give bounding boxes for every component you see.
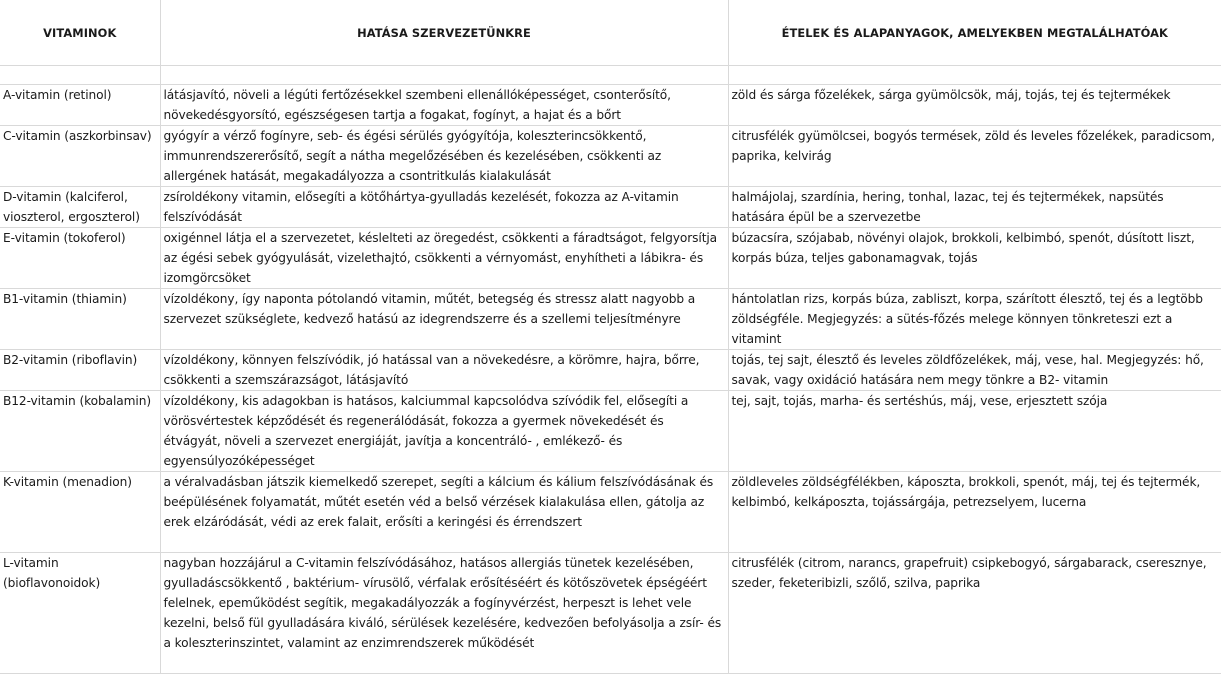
table-row [0,350,1221,391]
vitamin-effect-cell: vízoldékony, könnyen felszívódik, jó hatással van a növekedésre, a körömre, hajra, bőrre, csökkenti a szemszárazságot, látásjavító [160,350,728,391]
vitamin-effect-cell: gyógyír a vérző fogínyre, seb- és égési sérülés gyógyítója, koleszterincsökkentő, immunrendszererősítő, segít a nátha megelőzésében és kezelésében, csökkenti az allergének hatását, megakadályozza a csontritkulás kialakulását [160,126,728,187]
vitamin-name-cell: B12-vitamin (kobalamin) [0,391,160,472]
vitamin-foods-cell: tej, sajt, tojás, marha- és sertéshús, máj, vese, erjesztett szója [728,391,1221,472]
vitamin-effect-cell: vízoldékony, kis adagokban is hatásos, kalciummal kapcsolódva szívódik fel, elősegíti a vörösvértestek képződését és regenerálódását, fokozza a gyermek növekedését és étvágyát, növeli a szervezet energiáját, javítja a koncentráló- , emlékező- és egyensúlyozóképességet [160,391,728,472]
table-row [0,85,1221,126]
vitamin-foods-cell: hántolatlan rizs, korpás búza, zabliszt, korpa, szárított élesztő, tej és a legtöbb zöldségféle. Megjegyzés: a sütés-főzés melege könnyen tönkreteszi ezt a vitamint [728,289,1221,350]
vitamin-foods-cell: búzacsíra, szójabab, növényi olajok, brokkoli, kelbimbó, spenót, dúsított liszt, korpás búza, teljes gabonamagvak, tojás [728,228,1221,289]
table-row [0,187,1221,228]
vitamin-name-cell: A-vitamin (retinol) [0,85,160,126]
table-row [0,289,1221,350]
spacer-cell [728,66,1221,85]
table-row [0,126,1221,187]
vitamin-foods-cell: citrusfélék gyümölcsei, bogyós termések, zöld és leveles főzelékek, paradicsom, paprika, kelvirág [728,126,1221,187]
header-vitamins: VITAMINOK [0,0,160,66]
spacer-row [0,66,1221,85]
header-effects: HATÁSA SZERVEZETÜNKRE [160,0,728,66]
vitamin-effect-cell: vízoldékony, így naponta pótolandó vitamin, műtét, betegség és stressz alatt nagyobb a szervezet szükséglete, kedvező hatású az idegrendszerre és a szellemi teljesítményre [160,289,728,350]
header-foods: ÉTELEK ÉS ALAPANYAGOK, AMELYEKBEN MEGTALÁLHATÓAK [728,0,1221,66]
table-row [0,553,1221,674]
vitamin-effect-cell: a véralvadásban játszik kiemelkedő szerepet, segíti a kálcium és kálium felszívódásának és beépülésének folyamatát, műtét esetén véd a belső vérzések kialakulása ellen, gátolja az erek elzáródását, védi az erek falait, erősíti a keringési és érrendszert [160,472,728,553]
vitamin-name-cell: L-vitamin (bioflavonoidok) [0,553,160,674]
vitamin-name-cell: E-vitamin (tokoferol) [0,228,160,289]
table-row [0,391,1221,472]
spacer-cell [0,66,160,85]
vitamin-effect-cell: zsíroldékony vitamin, elősegíti a kötőhártya-gyulladás kezelését, fokozza az A-vitamin felszívódását [160,187,728,228]
vitamin-foods-cell: zöldleveles zöldségfélékben, káposzta, brokkoli, spenót, máj, tej és tejtermék, kelbimbó, kelkáposzta, tojássárgája, petrezselyem, lucerna [728,472,1221,553]
table-row [0,228,1221,289]
vitamin-name-cell: C-vitamin (aszkorbinsav) [0,126,160,187]
vitamin-effect-cell: oxigénnel látja el a szervezetet, késlelteti az öregedést, csökkenti a fáradtságot, felgyorsítja az égési sebek gyógyulását, vizelethajtó, csökkenti a vérnyomást, enyhítheti a lábikra- és izomgörcsöket [160,228,728,289]
vitamin-foods-cell: zöld és sárga főzelékek, sárga gyümölcsök, máj, tojás, tej és tejtermékek [728,85,1221,126]
vitamin-foods-cell: citrusfélék (citrom, narancs, grapefruit) csipkebogyó, sárgabarack, cseresznye, szeder, feketeribizli, szőlő, szilva, paprika [728,553,1221,674]
header-row [0,0,1221,66]
spacer-cell [160,66,728,85]
table-row [0,472,1221,553]
vitamin-foods-cell: tojás, tej sajt, élesztő és leveles zöldfőzelékek, máj, vese, hal. Megjegyzés: hő, savak, vagy oxidáció hatására nem megy tönkre a B2- vitamin [728,350,1221,391]
vitamin-foods-cell: halmájolaj, szardínia, hering, tonhal, lazac, tej és tejtermékek, napsütés hatására épül be a szervezetbe [728,187,1221,228]
vitamin-name-cell: B1-vitamin (thiamin) [0,289,160,350]
vitamin-name-cell: K-vitamin (menadion) [0,472,160,553]
vitamin-effect-cell: látásjavító, növeli a légúti fertőzésekkel szembeni ellenállóképességet, csonterősítő, növekedésgyorsító, egészségesen tartja a fogakat, fogínyt, a hajat és a bőrt [160,85,728,126]
vitamin-name-cell: D-vitamin (kalciferol, vioszterol, ergoszterol) [0,187,160,228]
vitamin-effect-cell: nagyban hozzájárul a C-vitamin felszívódásához, hatásos allergiás tünetek kezelésében, gyulladáscsökkentő , baktérium- vírusölő, vérfalak erősítéséért és kötőszövetek épségéért felelnek, epeműködést segítik, megakadályozzák a fogínyvérzést, herpeszt is lehet vele kezelni, belső fül gyulladására kiváló, sérülések kezelésére, kedvezően befolyásolja a zsír- és a koleszterinszintet, valamint az enzimrendszerek működését [160,553,728,674]
vitamin-name-cell: B2-vitamin (riboflavin) [0,350,160,391]
